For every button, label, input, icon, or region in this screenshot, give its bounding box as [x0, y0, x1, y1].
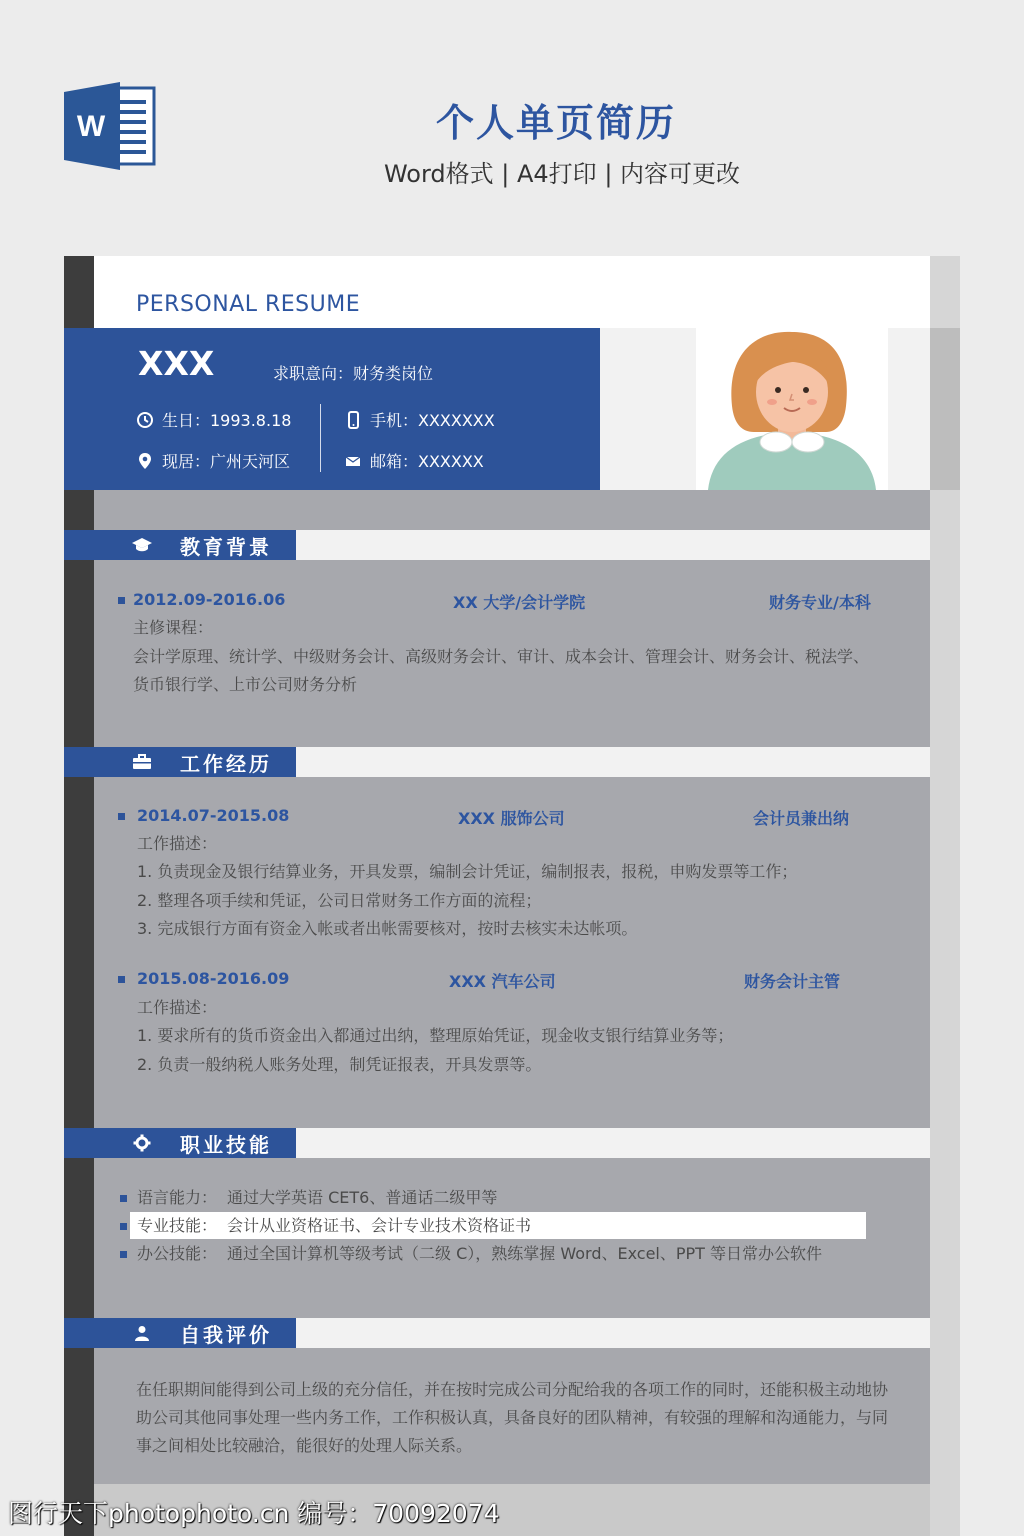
phone-text: 手机：XXXXXXX [370, 411, 495, 430]
resume-heading: PERSONAL RESUME [136, 292, 361, 317]
work-desc-item: 3. 完成银行方面有资金入帐或者出帐需要核对，按时去核实未达帐项。 [137, 919, 638, 938]
courses-line: 会计学原理、统计学、中级财务会计、高级财务会计、审计、成本会计、管理会计、财务会计、税法学、 [133, 647, 870, 666]
info-divider [320, 404, 321, 472]
skills-title: 职业技能 [180, 1132, 272, 1157]
skill-value: 通过大学英语 CET6、普通话二级甲等 [227, 1188, 498, 1207]
right-accent-block [930, 328, 960, 490]
email-text: 邮箱：XXXXXX [370, 452, 484, 471]
email-row [344, 449, 484, 472]
evaluation-header [64, 1318, 296, 1348]
education-title: 教育背景 [180, 534, 272, 559]
location-text: 现居：广州天河区 [162, 452, 291, 471]
envelope-icon [344, 452, 362, 470]
work-company: XXX 服饰公司 [458, 809, 565, 828]
list-bullet [120, 1195, 127, 1202]
person-icon [134, 1325, 150, 1341]
skill-label: 专业技能： [137, 1216, 218, 1235]
job-intent: 求职意向：财务类岗位 [273, 364, 434, 383]
work-desc-item: 2. 整理各项手续和凭证，公司日常财务工作方面的流程； [137, 891, 542, 910]
phone-icon [344, 411, 362, 429]
birth-row [136, 408, 291, 431]
work-desc-label: 工作描述： [137, 834, 218, 853]
work-title: 工作经历 [180, 751, 272, 776]
evaluation-title: 自我评价 [180, 1322, 272, 1347]
skill-value: 通过全国计算机等级考试（二级 C），熟练掌握 Word、Excel、PPT 等日常办公软件 [227, 1244, 823, 1263]
work-desc-item: 2. 负责一般纳税人账务处理，制凭证报表，开具发票等。 [137, 1055, 542, 1074]
list-bullet [118, 813, 125, 820]
skill-value: 会计从业资格证书、会计专业技术资格证书 [227, 1216, 532, 1235]
skill-label: 办公技能： [137, 1244, 218, 1263]
education-school: XX 大学/会计学院 [453, 593, 586, 612]
clock-icon [136, 411, 154, 429]
watermark: 图行天下photophoto.cn 编号：70092074 [8, 1499, 500, 1528]
briefcase-icon [132, 754, 152, 770]
avatar [696, 328, 888, 490]
list-bullet [120, 1251, 127, 1258]
work-position: 会计员兼出纳 [753, 809, 850, 828]
work-desc-item: 1. 要求所有的货币资金出入都通过出纳，整理原始凭证，现金收支银行结算业务等； [137, 1026, 734, 1045]
work-period: 2015.08-2016.09 [137, 969, 290, 988]
phone-row [344, 408, 495, 431]
evaluation-text: 在任职期间能得到公司上级的充分信任，并在按时完成公司分配给我的各项工作的同时，还能积极主动地协助公司其他同事处理一些内务工作，工作积极认真，具备良好的团队精神，有较强的理解和沟通能力，与同事之间相处比较融洽，能很好的处理人际关系。 [136, 1380, 889, 1455]
work-position: 财务会计主管 [744, 972, 841, 991]
education-major: 财务专业/本科 [769, 593, 871, 612]
work-header [64, 747, 296, 777]
logo-letter: W [76, 110, 106, 143]
birth-text: 生日：1993.8.18 [162, 411, 292, 430]
candidate-name: XXX [138, 344, 215, 383]
list-bullet [118, 976, 125, 983]
gear-icon [133, 1134, 151, 1152]
work-period: 2014.07-2015.08 [137, 806, 290, 825]
work-desc-item: 1. 负责现金及银行结算业务，开具发票，编制会计凭证，编制报表，报税，申购发票等工作； [137, 862, 798, 881]
work-company: XXX 汽车公司 [449, 972, 556, 991]
skill-label: 语言能力： [137, 1188, 218, 1207]
education-header [64, 530, 296, 560]
graduation-cap-icon [131, 537, 153, 553]
courses-label: 主修课程： [133, 618, 214, 637]
courses-line: 货币银行学、上市公司财务分析 [133, 675, 358, 694]
education-period: 2012.09-2016.06 [133, 590, 286, 609]
page-title: 个人单页简历 [435, 101, 676, 145]
location-row [136, 449, 290, 472]
list-bullet [120, 1223, 127, 1230]
map-pin-icon [136, 452, 154, 470]
work-desc-label: 工作描述： [137, 998, 218, 1017]
page-subtitle: Word格式 | A4打印 | 内容可更改 [383, 160, 741, 188]
list-bullet [118, 597, 125, 604]
skills-header [64, 1128, 296, 1158]
